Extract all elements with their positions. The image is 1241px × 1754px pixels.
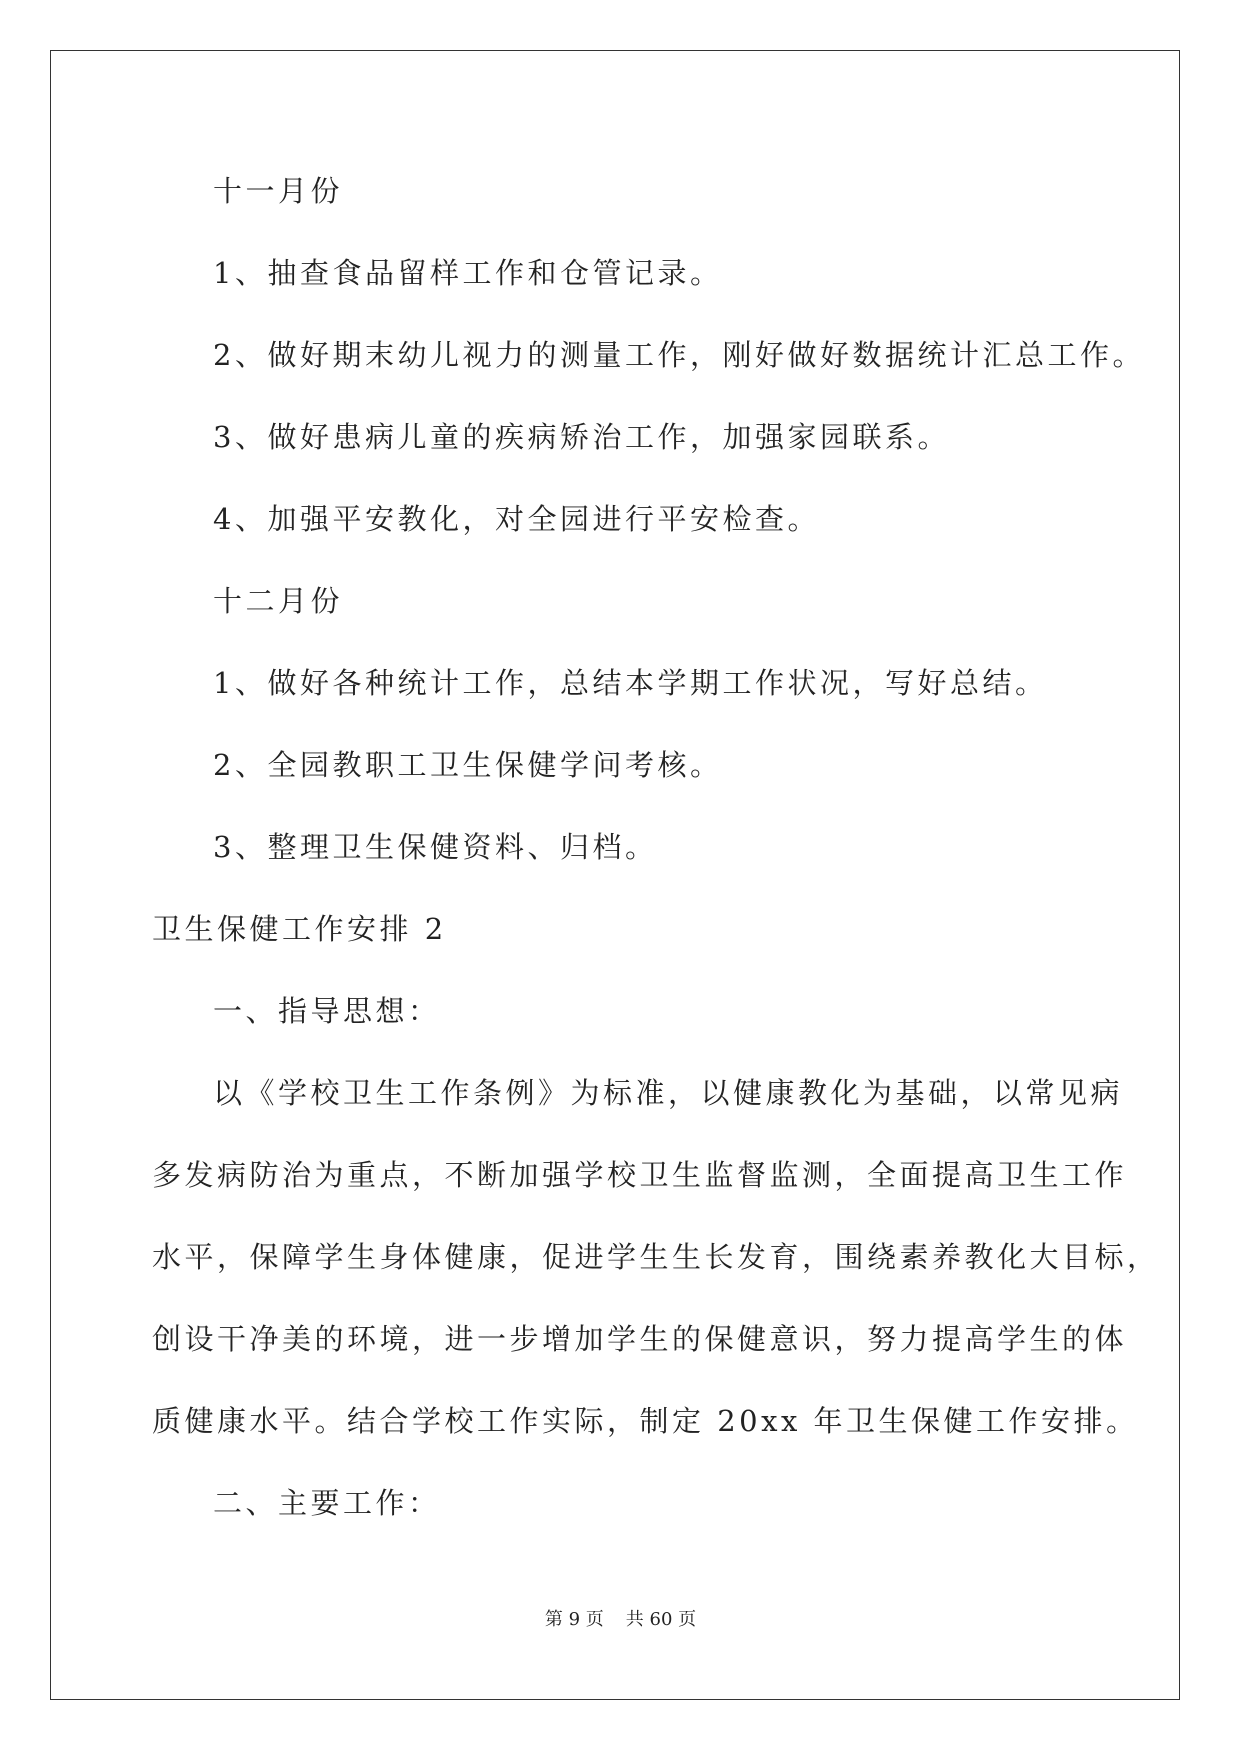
list-item: 4、加强平安教化，对全园进行平安检查。 — [213, 502, 820, 536]
paragraph-line: 多发病防治为重点，不断加强学校卫生监督监测，全面提高卫生工作 — [152, 1158, 1128, 1192]
subsection-heading: 一、指导思想： — [213, 994, 441, 1028]
paragraph-line: 水平，保障学生身体健康，促进学生生长发育，围绕素养教化大目标， — [152, 1240, 1160, 1274]
page-border — [50, 50, 1180, 1700]
list-item: 2、全园教职工卫生保健学问考核。 — [213, 748, 723, 782]
paragraph-line: 创设干净美的环境，进一步增加学生的保健意识，努力提高学生的体 — [152, 1322, 1128, 1356]
paragraph-line: 以《学校卫生工作条例》为标准，以健康教化为基础，以常见病 — [213, 1076, 1124, 1110]
page-number: 第 9 页 — [544, 1609, 604, 1630]
list-item: 1、抽查食品留样工作和仓管记录。 — [213, 256, 723, 290]
paragraph-line: 质健康水平。结合学校工作实际，制定 20xx 年卫生保健工作安排。 — [152, 1404, 1139, 1438]
list-item: 3、整理卫生保健资料、归档。 — [213, 830, 658, 864]
subsection-heading: 二、主要工作： — [213, 1486, 441, 1520]
list-item: 1、做好各种统计工作，总结本学期工作状况，写好总结。 — [213, 666, 1048, 700]
list-item: 3、做好患病儿童的疾病矫治工作，加强家园联系。 — [213, 420, 950, 454]
section-title: 卫生保健工作安排 2 — [152, 912, 447, 946]
month-heading-november: 十一月份 — [213, 174, 344, 208]
page-footer — [0, 1608, 1241, 1632]
page-total: 共 60 页 — [625, 1609, 697, 1630]
list-item: 2、做好期末幼儿视力的测量工作，刚好做好数据统计汇总工作。 — [213, 338, 1145, 372]
month-heading-december: 十二月份 — [213, 584, 344, 618]
